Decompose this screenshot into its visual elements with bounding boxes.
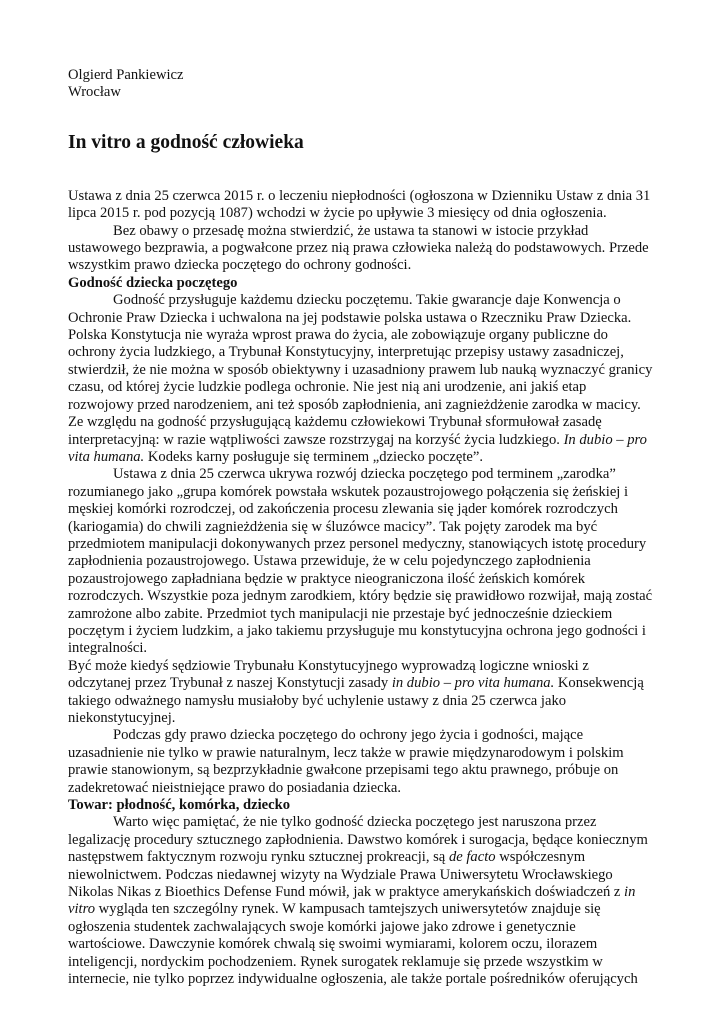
text-line: [68, 205, 658, 222]
text-line: [68, 257, 658, 274]
text-line: [68, 571, 658, 588]
text-line: [68, 832, 658, 849]
italic-text: In dubio – pro: [563, 431, 647, 448]
text-segment: Kodeks karny posługuje się terminem „dziecko poczęte”.: [144, 448, 483, 465]
author-city: Wrocław: [68, 84, 121, 101]
text-line: [68, 240, 658, 257]
text-segment: ochrony życia ludzkiego, a Trybunał Konstytucyjny, interpretując przepisy ustawy zasadniczej,: [68, 344, 624, 361]
text-line: [68, 501, 658, 518]
text-line: [68, 432, 658, 449]
text-segment: internecie, nie tylko poprzez indywidualne ogłoszenia, ale także portale pośredników oferujących: [68, 971, 638, 988]
author-block: [68, 67, 658, 102]
text-line: [68, 710, 658, 727]
text-line: [68, 780, 658, 797]
text-segment: Towar: płodność, komórka, dziecko: [68, 797, 291, 814]
text-line: [68, 971, 658, 988]
text-line: [68, 449, 658, 466]
text-segment: czasu, od której życie ludzkie podlega ochronie. Nie jest nią ani urodzenie, ani jakiś etap: [68, 379, 587, 396]
text-segment: takiego odważnego namysłu musiałoby być uchylenie ustawy z dnia 25 czerwca jako: [68, 692, 567, 709]
text-segment: niekonstytucyjnej.: [68, 710, 176, 726]
text-line: [68, 414, 658, 431]
text-segment: Ochronie Praw Dziecka i uchwalona na jej podstawie polska ustawa o Rzeczniku Praw Dziecka.: [68, 309, 632, 326]
text-segment: Godność dziecka poczętego: [68, 274, 238, 291]
document-title: In vitro a godność człowieka: [68, 131, 304, 153]
text-segment: inteligencji, nordyckim pochodzeniem. Rynek surogatek reklamuje się przede wszystkim w: [68, 953, 603, 970]
text-segment: Podczas gdy prawo dziecka poczętego do ochrony jego życia i godności, mające: [113, 727, 584, 744]
text-line: [68, 675, 658, 692]
text-segment: Konsekwencją: [554, 675, 644, 692]
text-line: [68, 379, 658, 396]
text-line: [68, 884, 658, 901]
text-line: [68, 588, 658, 605]
document-page: [68, 67, 658, 989]
italic-text: in dubio – pro vita humana.: [391, 675, 555, 692]
text-segment: Warto więc pamiętać, że nie tylko godność dziecka poczętego jest naruszona przez: [113, 814, 597, 831]
italic-text: vita humana.: [68, 448, 145, 465]
text-segment: Godność przysługuje każdemu dziecku poczętemu. Takie gwarancje daje Konwencja o: [113, 292, 621, 309]
italic-text: vitro: [68, 901, 96, 918]
text-line: [68, 954, 658, 971]
italic-text: in: [624, 884, 636, 901]
text-line: [68, 936, 658, 953]
text-line: [68, 327, 658, 344]
text-line: [68, 188, 658, 205]
text-line: [68, 310, 658, 327]
text-segment: stwierdził, że nie można w sposób obiektywny i uzasadniony prawem lub nauką wyznaczyć granicy: [68, 361, 653, 378]
text-line: [68, 606, 658, 623]
text-segment: integralności.: [68, 640, 148, 657]
text-segment: ogłoszenia studentek zachwalających swoje komórki jajowe jako zdrowe i genetycznie: [68, 918, 576, 935]
text-segment: lipca 2015 r. pod pozycją 1087) wchodzi w życie po upływie 3 miesięcy od dnia ogłoszenia.: [68, 205, 607, 222]
text-segment: następstwem faktycznym rozwoju rynku sztucznej prokreacji, są: [68, 849, 449, 866]
text-segment: wartościowe. Dawczynie komórek chwalą się swoimi wymiarami, kolorem oczu, ilorazem: [68, 936, 598, 953]
text-line: [68, 745, 658, 762]
text-line: [68, 292, 658, 309]
text-line: [68, 466, 658, 483]
text-segment: zadekretować nieistniejące prawo do posiadania dziecka.: [68, 779, 402, 796]
author-name: Olgierd Pankiewicz: [68, 67, 184, 83]
text-line: [68, 362, 658, 379]
section-heading: [68, 797, 658, 814]
text-segment: niewolnictwem. Podczas niedawnej wizyty na Wydziale Prawa Uniwersytetu Wrocławskiego: [68, 866, 613, 883]
text-segment: (kariogamia) do chwili zagnieżdżenia się w śluzówce macicy”. Tak pojęty zarodek ma być: [68, 518, 598, 535]
italic-text: de facto: [448, 849, 496, 866]
text-segment: wszystkim prawo dziecka poczętego do ochrony godności.: [68, 257, 412, 274]
text-line: [68, 223, 658, 240]
text-segment: Polska Konstytucja nie wyraża wprost prawa do życia, ale zobowiązuje organy publiczne do: [68, 327, 608, 344]
text-segment: rozrodczych. Wszystkie poza jednym zarodkiem, który będzie się prawidłowo rozwijał, mają zostać: [68, 588, 653, 605]
text-segment: współczesnym: [495, 849, 586, 866]
text-segment: pozaustrojowego zapładniana będzie w praktyce nieograniczona ilość żeńskich komórek: [68, 570, 586, 587]
text-segment: interpretacyjną: w razie wątpliwości zawsze rozstrzygaj na korzyść życia ludzkiego.: [68, 431, 564, 448]
text-line: [68, 849, 658, 866]
text-line: [68, 727, 658, 744]
text-line: [68, 640, 658, 657]
text-line: [68, 693, 658, 710]
text-line: [68, 901, 658, 918]
text-segment: poczętym i życiem ludzkim, a jako takiemu przysługuje mu konstytucyjna ochrona jego godności i: [68, 622, 646, 639]
text-segment: zapłodnienia pozaustrojowego. Ustawa przewiduje, że w celu pojedynczego zapłodnienia: [68, 553, 591, 570]
text-segment: przedmiotem manipulacji dokonywanych przez personel medyczny, stanowiących istotę procedury: [68, 535, 647, 552]
text-segment: Być może kiedyś sędziowie Trybunału Konstytucyjnego wyprowadzą logiczne wnioski z: [68, 657, 589, 674]
text-line: [68, 344, 658, 361]
text-line: [68, 762, 658, 779]
text-segment: rozumianego jako „grupa komórek powstała wskutek pozaustrojowego połączenia się żeńskiej i: [68, 483, 629, 500]
text-segment: prawie stanowionym, są bezprzykładnie gwałcone przepisami tego aktu prawnego, próbuje on: [68, 762, 619, 779]
text-segment: Ze względu na godność przysługującą każdemu człowiekowi Trybunał sformułował zasadę: [68, 414, 602, 431]
text-line: [68, 519, 658, 536]
text-line: [68, 658, 658, 675]
section-heading: [68, 275, 658, 292]
document-body: [68, 188, 658, 989]
text-segment: legalizację procedury sztucznego zapłodnienia. Dawstwo komórek i surogacja, będące koniecznym: [68, 831, 648, 848]
text-line: [68, 919, 658, 936]
text-segment: męskiej komórki rozrodczej, od zakończenia procesu zlewania się jąder komórek rozrodczych: [68, 501, 618, 518]
text-line: [68, 484, 658, 501]
text-segment: uzasadnienie nie tylko w prawie naturalnym, lecz także w prawie międzynarodowym i polskim: [68, 744, 624, 761]
text-segment: wygląda ten szczególny rynek. W kampusach tamtejszych uniwersytetów znajduje się: [95, 901, 601, 918]
text-segment: rozwojowy przed narodzeniem, ani też sposób zapłodnienia, ani zagnieżdżenie zarodka w macicy.: [68, 396, 641, 413]
text-line: [68, 814, 658, 831]
text-segment: odczytanej przez Trybunał z naszej Konstytucji zasady: [68, 675, 392, 692]
text-segment: Ustawa z dnia 25 czerwca ukrywa rozwój dziecka poczętego pod terminem „zarodka”: [113, 466, 616, 483]
text-segment: ustawowego bezprawia, a pogwałcone przez nią prawa człowieka należą do podstawowych. Przede: [68, 240, 649, 257]
text-line: [68, 397, 658, 414]
text-line: [68, 536, 658, 553]
text-segment: Ustawa z dnia 25 czerwca 2015 r. o leczeniu niepłodności (ogłoszona w Dzienniku Ustaw z dnia 31: [68, 187, 651, 204]
text-segment: Nikolas Nikas z Bioethics Defense Fund mówił, jak w praktyce amerykańskich doświadczeń z: [68, 884, 625, 901]
text-segment: Bez obawy o przesadę można stwierdzić, że ustawa ta stanowi w istocie przykład: [113, 222, 589, 239]
text-line: [68, 623, 658, 640]
text-segment: zamrożone albo zabite. Przedmiot tych manipulacji nie przestaje być jednocześnie dzieckiem: [68, 605, 613, 622]
text-line: [68, 553, 658, 570]
text-line: [68, 867, 658, 884]
